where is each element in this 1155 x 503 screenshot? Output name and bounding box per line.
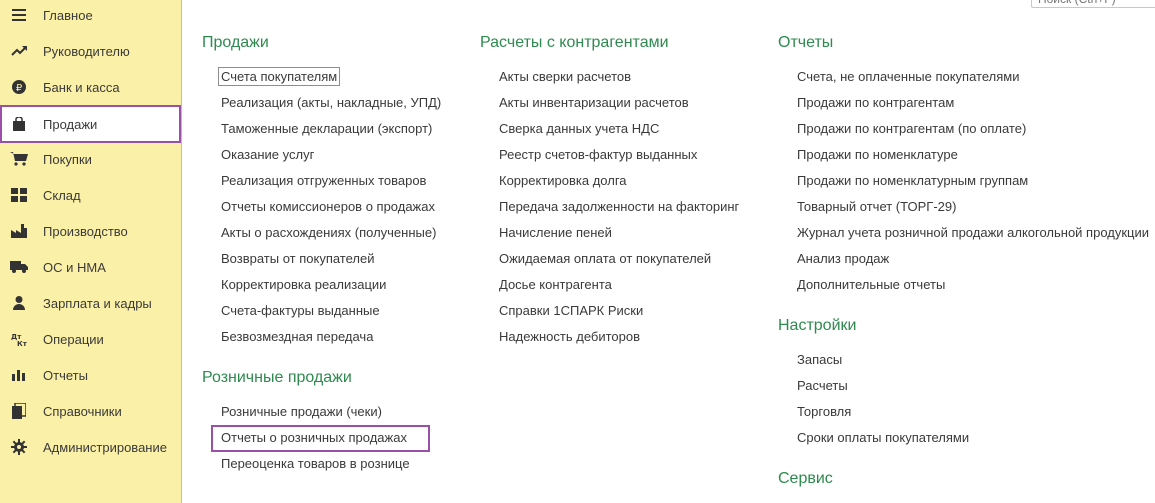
sidebar-item-label: Администрирование [43, 439, 167, 455]
link-counterparty-dossier[interactable]: Досье контрагента [499, 277, 612, 292]
sidebar-item-label: ОС и НМА [43, 259, 106, 275]
search-input[interactable] [1031, 0, 1155, 8]
sidebar-item-bank[interactable] [0, 69, 181, 105]
sidebar-item-label: Банк и касса [43, 79, 120, 95]
link-expected-payment[interactable]: Ожидаемая оплата от покупателей [499, 251, 712, 266]
link-sales-by-counterparty[interactable]: Продажи по контрагентам [797, 95, 955, 110]
section-title-reports: Отчеты [778, 34, 834, 51]
sidebar-item-assets[interactable] [0, 249, 181, 285]
sidebar-item-sales[interactable] [0, 105, 181, 143]
warehouse-grid-icon [9, 185, 29, 205]
link-settings-payment-terms[interactable]: Сроки оплаты покупателями [797, 430, 970, 445]
trend-up-icon [9, 41, 29, 61]
sidebar-item-label: Покупки [43, 151, 92, 167]
svg-text:Кт: Кт [17, 340, 27, 346]
link-invoices[interactable]: Счета покупателям [218, 67, 340, 86]
sidebar-item-manager[interactable] [0, 33, 181, 69]
shopping-cart-icon [9, 149, 29, 169]
link-factoring[interactable]: Передача задолженности на факторинг [499, 199, 740, 214]
sidebar-item-label: Руководителю [43, 43, 130, 59]
sidebar-item-label: Справочники [43, 403, 122, 419]
section-title-settlements: Расчеты с контрагентами [480, 34, 669, 51]
link-debt-correction[interactable]: Корректировка долга [499, 173, 627, 188]
sidebar-item-operations[interactable] [0, 321, 181, 357]
link-invoice-registry[interactable]: Реестр счетов-фактур выданных [499, 147, 698, 162]
link-alcohol-journal[interactable]: Журнал учета розничной продажи алкогольной продукции [797, 225, 1150, 240]
link-invoices-issued[interactable]: Счета-фактуры выданные [221, 303, 380, 318]
sidebar-item-label: Главное [43, 7, 93, 23]
link-vat-reconciliation[interactable]: Сверка данных учета НДС [499, 121, 660, 136]
person-icon [9, 293, 29, 313]
sidebar-item-label: Производство [43, 223, 128, 239]
sidebar-item-label: Склад [43, 187, 81, 203]
sidebar-item-purchases[interactable] [0, 141, 181, 177]
link-torg29[interactable]: Товарный отчет (ТОРГ-29) [797, 199, 957, 214]
sidebar-item-main[interactable] [0, 0, 181, 33]
sidebar-item-production[interactable] [0, 213, 181, 249]
link-retail-reports[interactable]: Отчеты о розничных продажах [221, 430, 407, 445]
link-inventory-acts[interactable]: Акты инвентаризации расчетов [499, 95, 689, 110]
link-customs-declarations[interactable]: Таможенные декларации (экспорт) [221, 121, 433, 136]
sidebar-item-label: Продажи [43, 116, 98, 132]
gear-icon [9, 437, 29, 457]
link-settings-settlements[interactable]: Расчеты [797, 378, 848, 393]
link-free-transfer[interactable]: Безвозмездная передача [221, 329, 374, 344]
menu-icon [9, 5, 29, 25]
sidebar-item-reports[interactable] [0, 357, 181, 393]
sidebar-item-warehouse[interactable] [0, 177, 181, 213]
shopping-bag-icon [9, 114, 29, 134]
truck-icon [9, 257, 29, 277]
link-settings-trade[interactable]: Торговля [797, 404, 852, 419]
link-commission-reports[interactable]: Отчеты комиссионеров о продажах [221, 199, 435, 214]
link-settings-stock[interactable]: Запасы [797, 352, 843, 367]
sidebar-item-label: Зарплата и кадры [43, 295, 152, 311]
link-reconciliation-acts[interactable]: Акты сверки расчетов [499, 69, 632, 84]
sidebar-item-label: Отчеты [43, 367, 88, 383]
link-spark-risks[interactable]: Справки 1СПАРК Риски [499, 303, 644, 318]
link-retail-revaluation[interactable]: Переоценка товаров в рознице [221, 456, 410, 471]
link-sales-by-counterparty-payment[interactable]: Продажи по контрагентам (по оплате) [797, 121, 1027, 136]
link-unpaid-invoices[interactable]: Счета, не оплаченные покупателями [797, 69, 1020, 84]
link-debtor-reliability[interactable]: Надежность дебиторов [499, 329, 641, 344]
svg-text:₽: ₽ [15, 83, 23, 94]
books-icon [9, 401, 29, 421]
section-title-settings: Настройки [778, 317, 857, 334]
link-discrepancy-acts[interactable]: Акты о расхождениях (полученные) [221, 225, 437, 240]
link-retail-receipts[interactable]: Розничные продажи (чеки) [221, 404, 382, 419]
link-sales-by-item[interactable]: Продажи по номенклатуре [797, 147, 958, 162]
dt-kt-icon [9, 329, 29, 349]
link-sales-correction[interactable]: Корректировка реализации [221, 277, 387, 292]
sidebar-item-directories[interactable] [0, 393, 181, 429]
sidebar-item-administration[interactable] [0, 429, 181, 465]
link-sales-by-item-group[interactable]: Продажи по номенклатурным группам [797, 173, 1029, 188]
link-additional-reports[interactable]: Дополнительные отчеты [797, 277, 946, 292]
link-penalties[interactable]: Начисление пеней [499, 225, 612, 240]
link-services[interactable]: Оказание услуг [221, 147, 315, 162]
sidebar-item-salary[interactable] [0, 285, 181, 321]
ruble-coin-icon [9, 77, 29, 97]
section-title-service: Сервис [778, 470, 833, 487]
factory-icon [9, 221, 29, 241]
section-title-retail: Розничные продажи [202, 369, 352, 386]
sidebar [0, 0, 182, 503]
sidebar-item-label: Операции [43, 331, 104, 347]
link-sales-acts[interactable]: Реализация (акты, накладные, УПД) [221, 95, 442, 110]
link-shipped-goods[interactable]: Реализация отгруженных товаров [221, 173, 427, 188]
link-sales-analysis[interactable]: Анализ продаж [797, 251, 890, 266]
section-title-sales: Продажи [202, 34, 269, 51]
svg-text:Дт: Дт [11, 333, 22, 341]
link-customer-returns[interactable]: Возвраты от покупателей [221, 251, 375, 266]
bar-chart-icon [9, 365, 29, 385]
